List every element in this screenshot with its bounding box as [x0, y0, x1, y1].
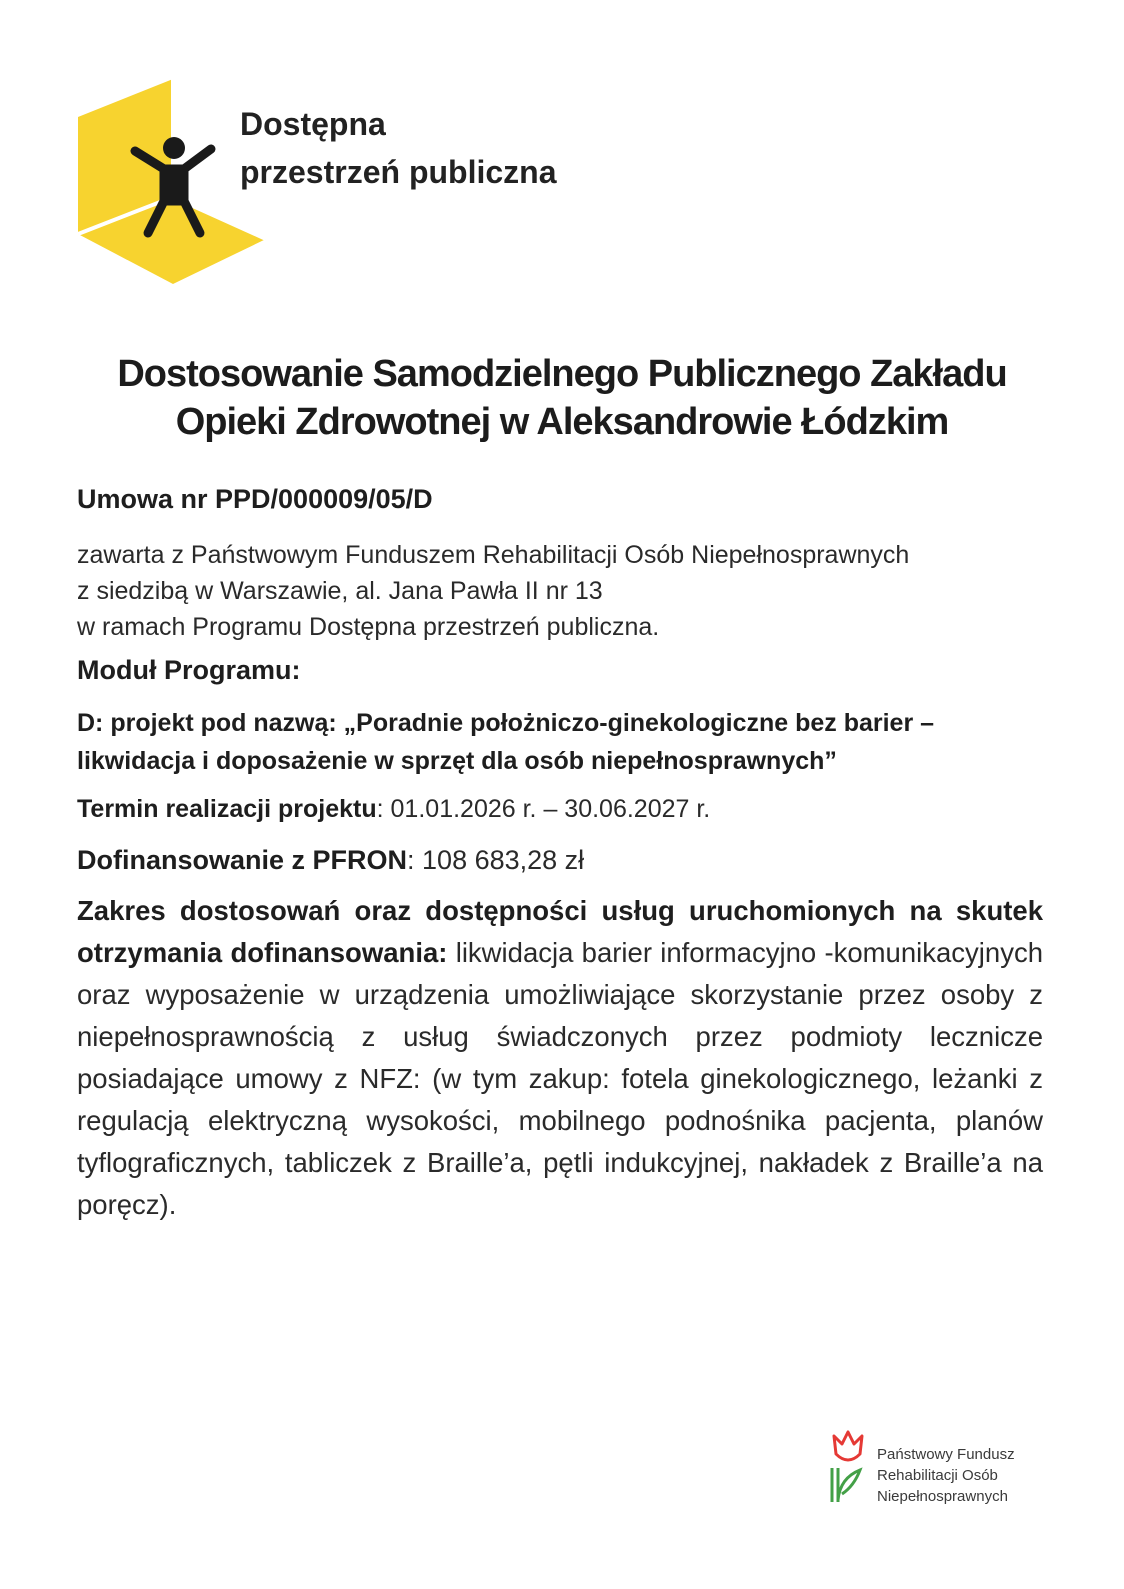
- contract-line-1: zawarta z Państwowym Funduszem Rehabilitacji Osób Niepełnosprawnych: [77, 541, 910, 569]
- logo-line-1: Dostępna: [240, 106, 386, 142]
- title-line-1: Dostosowanie Samodzielnego Publicznego Zakładu: [117, 353, 1007, 395]
- project-line-2: likwidacja i doposażenie w sprzęt dla osób niepełnosprawnych”: [77, 747, 837, 775]
- module-heading: Moduł Programu:: [77, 655, 301, 685]
- contract-details: [77, 537, 1043, 645]
- pfron-logo: [828, 1428, 868, 1506]
- document-body: [77, 484, 1043, 1226]
- tulip-icon: [828, 1428, 868, 1506]
- program-logo-text: [240, 100, 557, 196]
- contract-line-2: z siedzibą w Warszawie, al. Jana Pawła II nr 13: [77, 577, 603, 605]
- scope-paragraph: [77, 890, 1043, 1226]
- project-term: [77, 790, 1043, 828]
- title-line-2: Opieki Zdrowotnej w Aleksandrowie Łódzkim: [175, 401, 949, 443]
- funding-label: Dofinansowanie z PFRON: [77, 845, 408, 875]
- page-title: [60, 350, 1064, 446]
- term-value: : 01.01.2026 r. – 30.06.2027 r.: [376, 795, 711, 823]
- pfron-line-1: Państwowy Fundusz: [877, 1446, 1015, 1463]
- pfron-line-2: Rehabilitacji Osób: [877, 1467, 998, 1484]
- project-line-1: D: projekt pod nazwą: „Poradnie położniczo-ginekologiczne bez barier –: [77, 709, 935, 737]
- scope-label: Zakres dostosowań oraz dostępności usług uruchomionych na skutek otrzymania dofinansowania:: [77, 895, 1043, 968]
- pfron-name: [877, 1444, 1015, 1507]
- project-name: [77, 704, 1043, 780]
- funding-amount: [77, 840, 1043, 880]
- term-label: Termin realizacji projektu: [77, 795, 377, 823]
- pfron-line-3: Niepełnosprawnych: [877, 1488, 1008, 1505]
- contract-heading: Umowa nr PPD/000009/05/D: [77, 484, 433, 514]
- scope-text: likwidacja barier informacyjno -komunikacyjnych oraz wyposażenie w urządzenia umożliwiające skorzystanie przez osoby z niepełnosprawnością z usług świadczonych przez podmioty lecznicze posiadające umowy z NFZ: (w tym zakup: fotela ginekologicznego, leżanki z regulacją elektryczną wysokości, mobilnego podnośnika pacjenta, planów tyflograficznych, tabliczek z Braille’a, pętli indukcyjnej, nakładek z Braille’a na poręcz).: [77, 937, 1043, 1220]
- funding-value: : 108 683,28 zł: [407, 845, 585, 875]
- logo-line-2: przestrzeń publiczna: [240, 154, 557, 190]
- contract-line-3: w ramach Programu Dostępna przestrzeń publiczna.: [77, 613, 660, 641]
